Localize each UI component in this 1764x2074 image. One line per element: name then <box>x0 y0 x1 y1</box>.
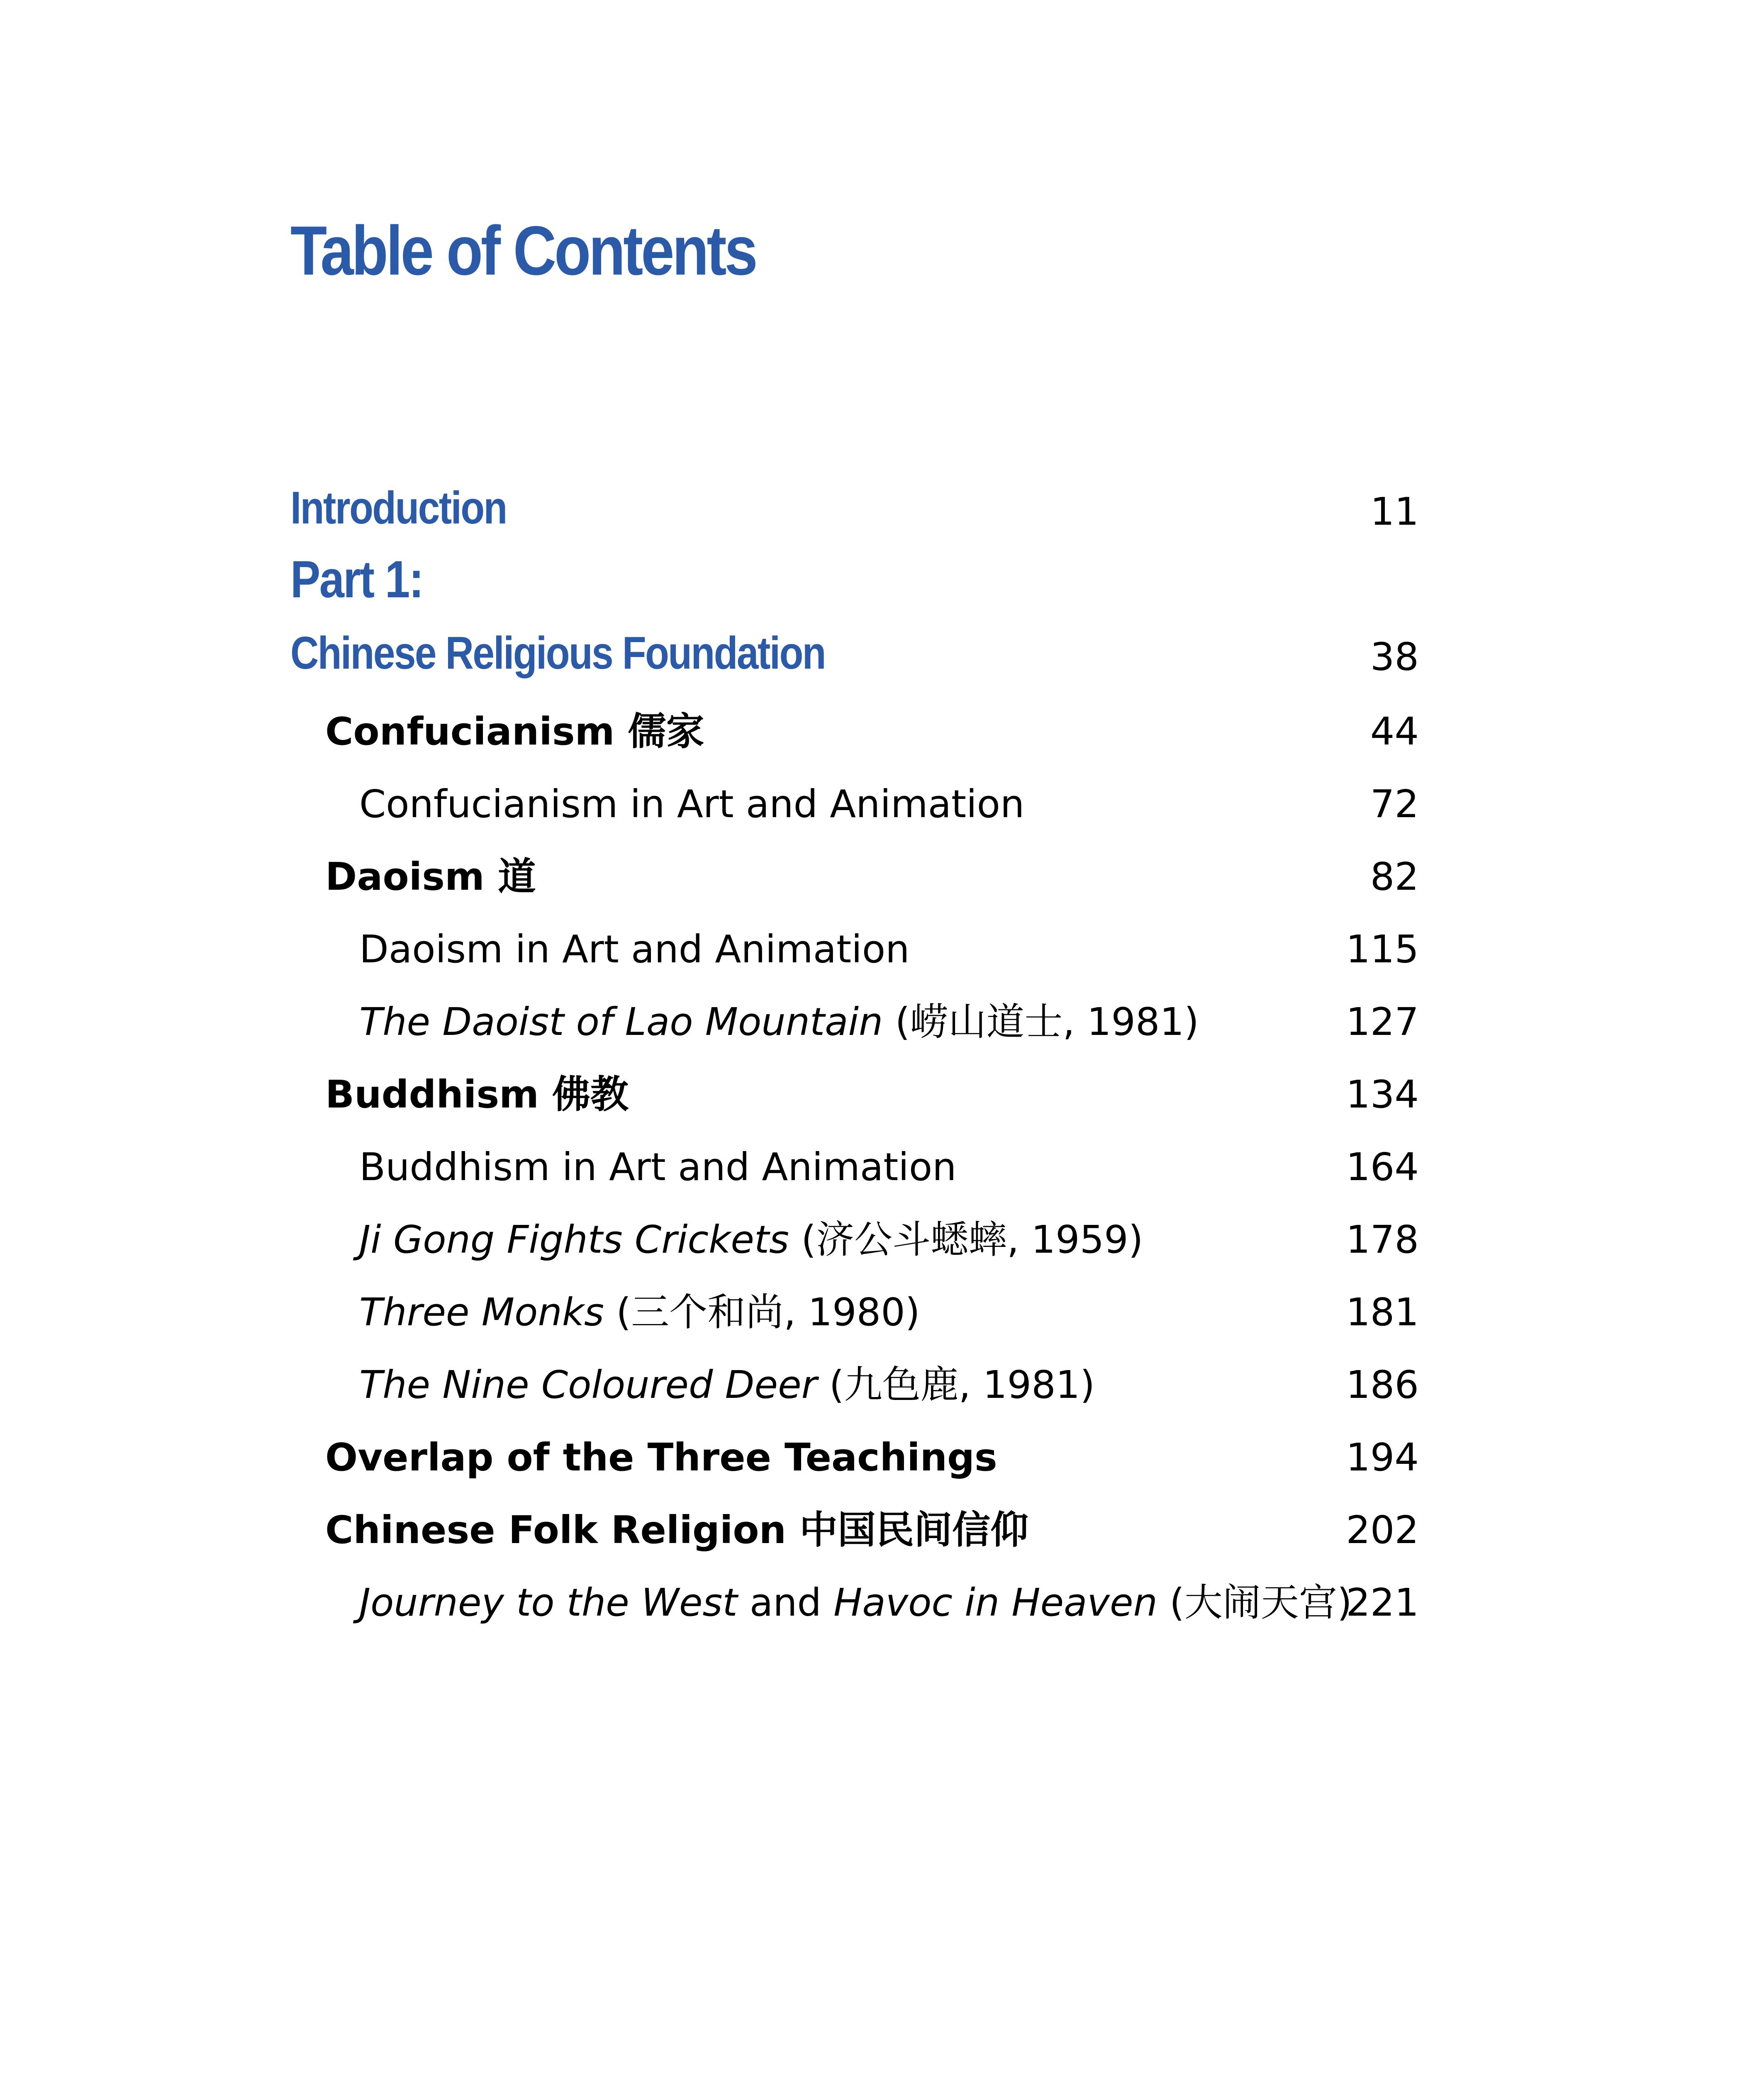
toc-page-number: 82 <box>1370 854 1419 899</box>
toc-page-number: 44 <box>1370 709 1419 754</box>
toc-connector: and <box>749 1580 821 1625</box>
toc-film-title: The Nine Coloured Deer <box>359 1363 817 1407</box>
toc-entry-nine-coloured-deer[interactable] <box>290 1354 1419 1407</box>
toc-entry-daoism-art[interactable] <box>290 919 1419 969</box>
toc-entry-buddhism[interactable] <box>290 1064 1419 1117</box>
toc-entry-label: Daoism in Art and Animation <box>359 927 910 971</box>
toc-entry-overlap[interactable] <box>290 1427 1419 1480</box>
toc-page-number: 178 <box>1346 1217 1419 1262</box>
toc-page-number: 181 <box>1346 1290 1419 1334</box>
toc-entry-chinese: 儒家 <box>628 709 704 754</box>
toc-page-number: 194 <box>1346 1435 1419 1480</box>
toc-page-number: 11 <box>1370 489 1419 534</box>
toc-film-title: Ji Gong Fights Crickets <box>359 1217 789 1262</box>
toc-film-title: The Daoist of Lao Mountain <box>359 1000 883 1044</box>
toc-page-number: 221 <box>1346 1580 1419 1625</box>
toc-page-number: 164 <box>1346 1145 1419 1189</box>
toc-film-details: (崂山道士, 1981) <box>895 1000 1199 1044</box>
toc-entry-label: Chinese Religious Foundation <box>290 628 825 679</box>
toc-entry-chinese: 道 <box>497 854 536 899</box>
toc-entry-title: Confucianism <box>325 709 615 754</box>
toc-film-details: (三个和尚, 1980) <box>616 1290 920 1334</box>
page-title: Table of Contents <box>290 212 756 290</box>
toc-entry-label: Overlap of the Three Teachings <box>325 1435 997 1480</box>
toc-entry-chinese: 佛教 <box>552 1072 629 1117</box>
toc-entry-buddhism-art[interactable] <box>290 1137 1419 1189</box>
toc-page-number: 115 <box>1346 927 1419 971</box>
toc-page-number: 38 <box>1370 635 1419 679</box>
toc-page-number: 186 <box>1346 1363 1419 1407</box>
toc-entry-journey-havoc[interactable] <box>290 1572 1419 1625</box>
toc-entry-daoism[interactable] <box>290 846 1419 899</box>
toc-entry-label: Buddhism in Art and Animation <box>359 1145 957 1189</box>
toc-page-number: 72 <box>1370 782 1419 826</box>
toc-entry-confucianism[interactable] <box>290 701 1419 754</box>
toc-entry-label <box>359 1217 1143 1262</box>
toc-entry-label <box>359 1580 1352 1625</box>
toc-page-number: 202 <box>1346 1508 1419 1552</box>
toc-entry-ji-gong[interactable] <box>290 1209 1419 1262</box>
toc-film-details: (大闹天宫) <box>1170 1580 1352 1625</box>
toc-entry-chinese-religious-foundation[interactable] <box>290 626 1419 679</box>
toc-entry-title: Buddhism <box>325 1072 539 1117</box>
toc-film-details: (九色鹿, 1981) <box>829 1363 1095 1407</box>
toc-entry-label: Introduction <box>290 482 507 533</box>
toc-part-label: Part 1: <box>290 550 423 609</box>
toc-entry-introduction[interactable] <box>290 481 1419 534</box>
toc-film-details: (济公斗蟋蟀, 1959) <box>801 1217 1143 1262</box>
toc-entry-label <box>325 709 704 754</box>
toc-entry-title: Chinese Folk Religion <box>325 1508 787 1552</box>
toc-page-number: 134 <box>1346 1072 1419 1117</box>
toc-entry-label <box>359 1000 1199 1044</box>
toc-entry-daoist-lao-mountain[interactable] <box>290 991 1419 1044</box>
toc-page-number: 127 <box>1346 1000 1419 1044</box>
toc-entry-label <box>325 1072 629 1117</box>
toc-entry-folk-religion[interactable] <box>290 1500 1419 1552</box>
toc-film-title: Three Monks <box>359 1290 604 1334</box>
toc-entry-label: Confucianism in Art and Animation <box>359 782 1025 826</box>
toc-entry-title: Daoism <box>325 854 485 899</box>
toc-entry-confucianism-art[interactable] <box>290 774 1419 826</box>
toc-entry-part-1[interactable] <box>290 550 1419 609</box>
toc-entry-label <box>359 1290 920 1334</box>
toc-entry-label <box>359 1363 1095 1407</box>
toc-entry-chinese: 中国民间信仰 <box>799 1508 1029 1552</box>
toc-entry-label <box>325 1508 1029 1552</box>
toc-film-title: Havoc in Heaven <box>833 1580 1157 1625</box>
toc-entry-three-monks[interactable] <box>290 1282 1419 1332</box>
toc-entry-label <box>325 854 536 899</box>
toc-film-title: Journey to the West <box>359 1580 738 1625</box>
